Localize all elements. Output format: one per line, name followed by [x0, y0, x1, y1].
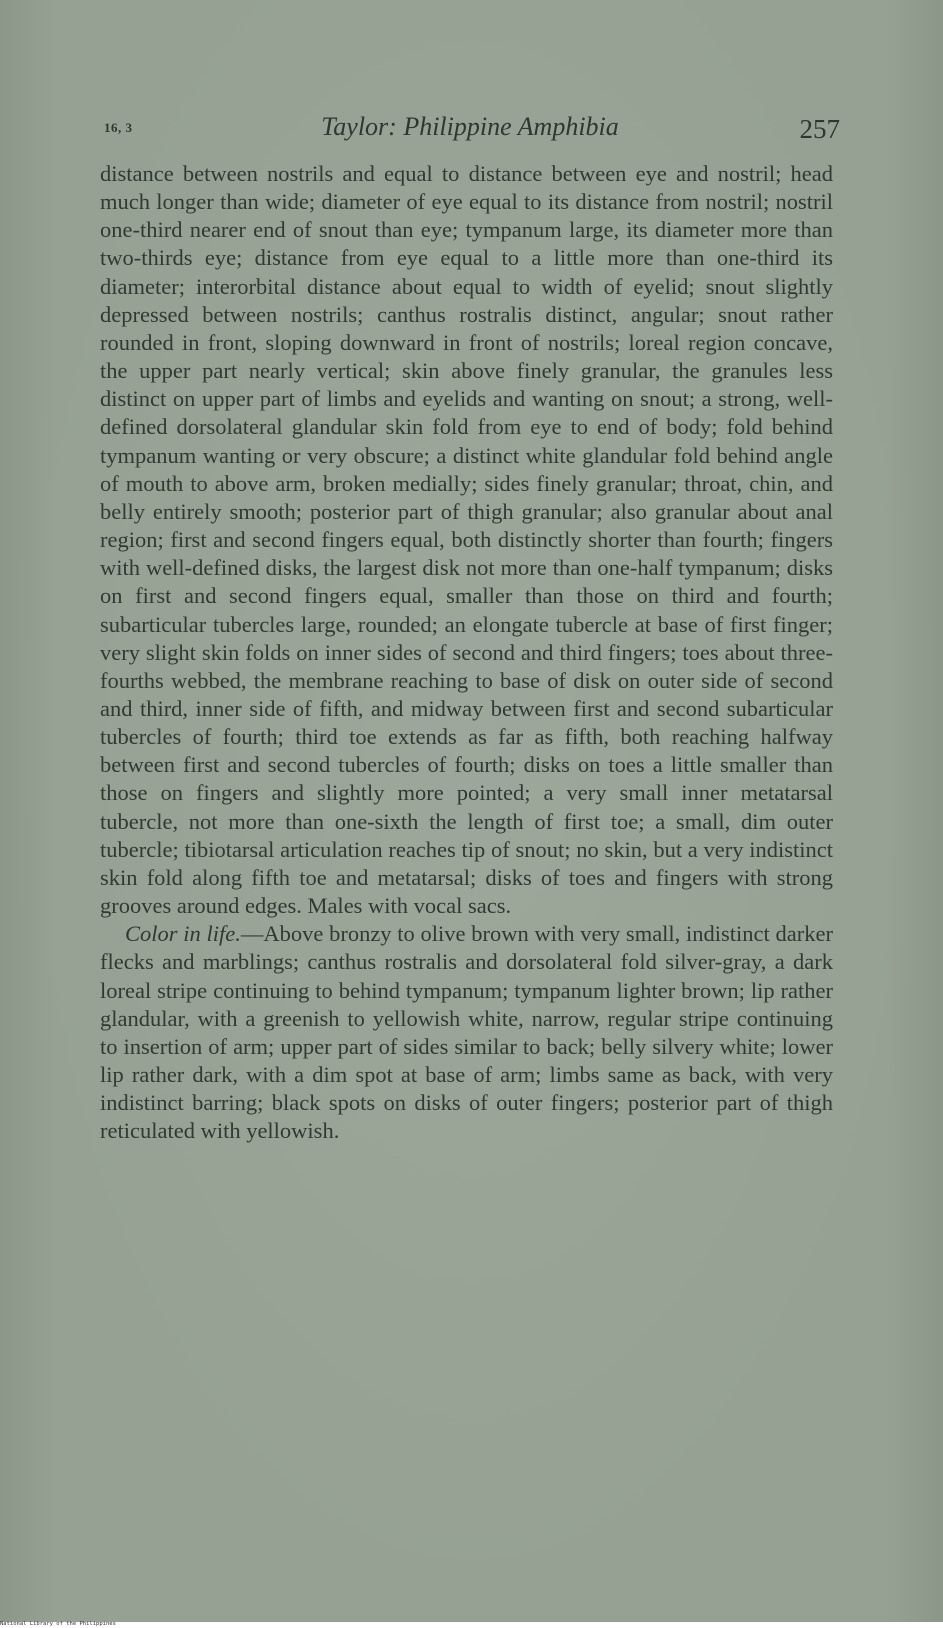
color-paragraph-text: —Above bronzy to olive brown with very small, indistinct darker flecks and marblings; canthus rostralis and dorsolateral fold silver-gray, a dark loreal stripe continuing to behind tympanum; tympanum lighter brown; lip rather glandular, with a greenish to yellowish white, narrow, regular stripe continuing to insertion of arm; upper part of sides similar to back; belly silvery white; lower lip rather dark, with a dim spot at base of arm; limbs same as back, with very indistinct barring; black spots on disks of outer fingers; posterior part of thigh reticulated with yellowish. [100, 921, 833, 1144]
page-number: 257 [799, 114, 840, 144]
running-title: Taylor: Philippine Amphibia [321, 112, 619, 141]
volume-number: 16, 3 [104, 120, 133, 135]
body-text [100, 160, 833, 1145]
color-paragraph [100, 920, 833, 1145]
running-head [100, 112, 840, 152]
color-subheading: Color in life. [125, 921, 241, 947]
description-paragraph: distance between nostrils and equal to distance between eye and nostril; head much longer than wide; diameter of eye equal to its distance from nostril; nostril one-third nearer end of snout than eye; tympanum large, its diameter more than two-thirds eye; distance from eye equal to a little more than one-third its diameter; interorbital distance about equal to width of eyelid; snout slightly depressed between nostrils; canthus rostralis distinct, angular; snout rather rounded in front, sloping downward in front of nostrils; loreal region concave, the upper part nearly vertical; skin above finely granular, the granules less distinct on upper part of limbs and eyelids and wanting on snout; a strong, well-defined dorsolateral glandular skin fold from eye to end of body; fold behind tympanum wanting or very obscure; a distinct white glandular fold behind angle of mouth to above arm, broken medially; sides finely granular; throat, chin, and belly entirely smooth; posterior part of thigh granular; also granular about anal region; first and second fingers equal, both distinctly shorter than fourth; fingers with well-defined disks, the largest disk not more than one-half tympanum; disks on first and second fingers equal, smaller than those on third and fourth; subarticular tubercles large, rounded; an elongate tubercle at base of first finger; very slight skin folds on inner sides of second and third fingers; toes about three-fourths webbed, the membrane reaching to base of disk on outer side of second and third, inner side of fifth, and midway between first and second subarticular tubercles of fourth; third toe extends as far as fifth, both reaching halfway between first and second tubercles of fourth; disks on toes a little smaller than those on fingers and slightly more pointed; a very small inner metatarsal tubercle, not more than one-sixth the length of first toe; a small, dim outer tubercle; tibiotarsal articulation reaches tip of snout; no skin, but a very indistinct skin fold along fifth toe and metatarsal; disks of toes and fingers with strong grooves around edges. Males with vocal sacs. [100, 161, 833, 919]
library-credit: National Library of the Philippines [0, 1621, 116, 1627]
